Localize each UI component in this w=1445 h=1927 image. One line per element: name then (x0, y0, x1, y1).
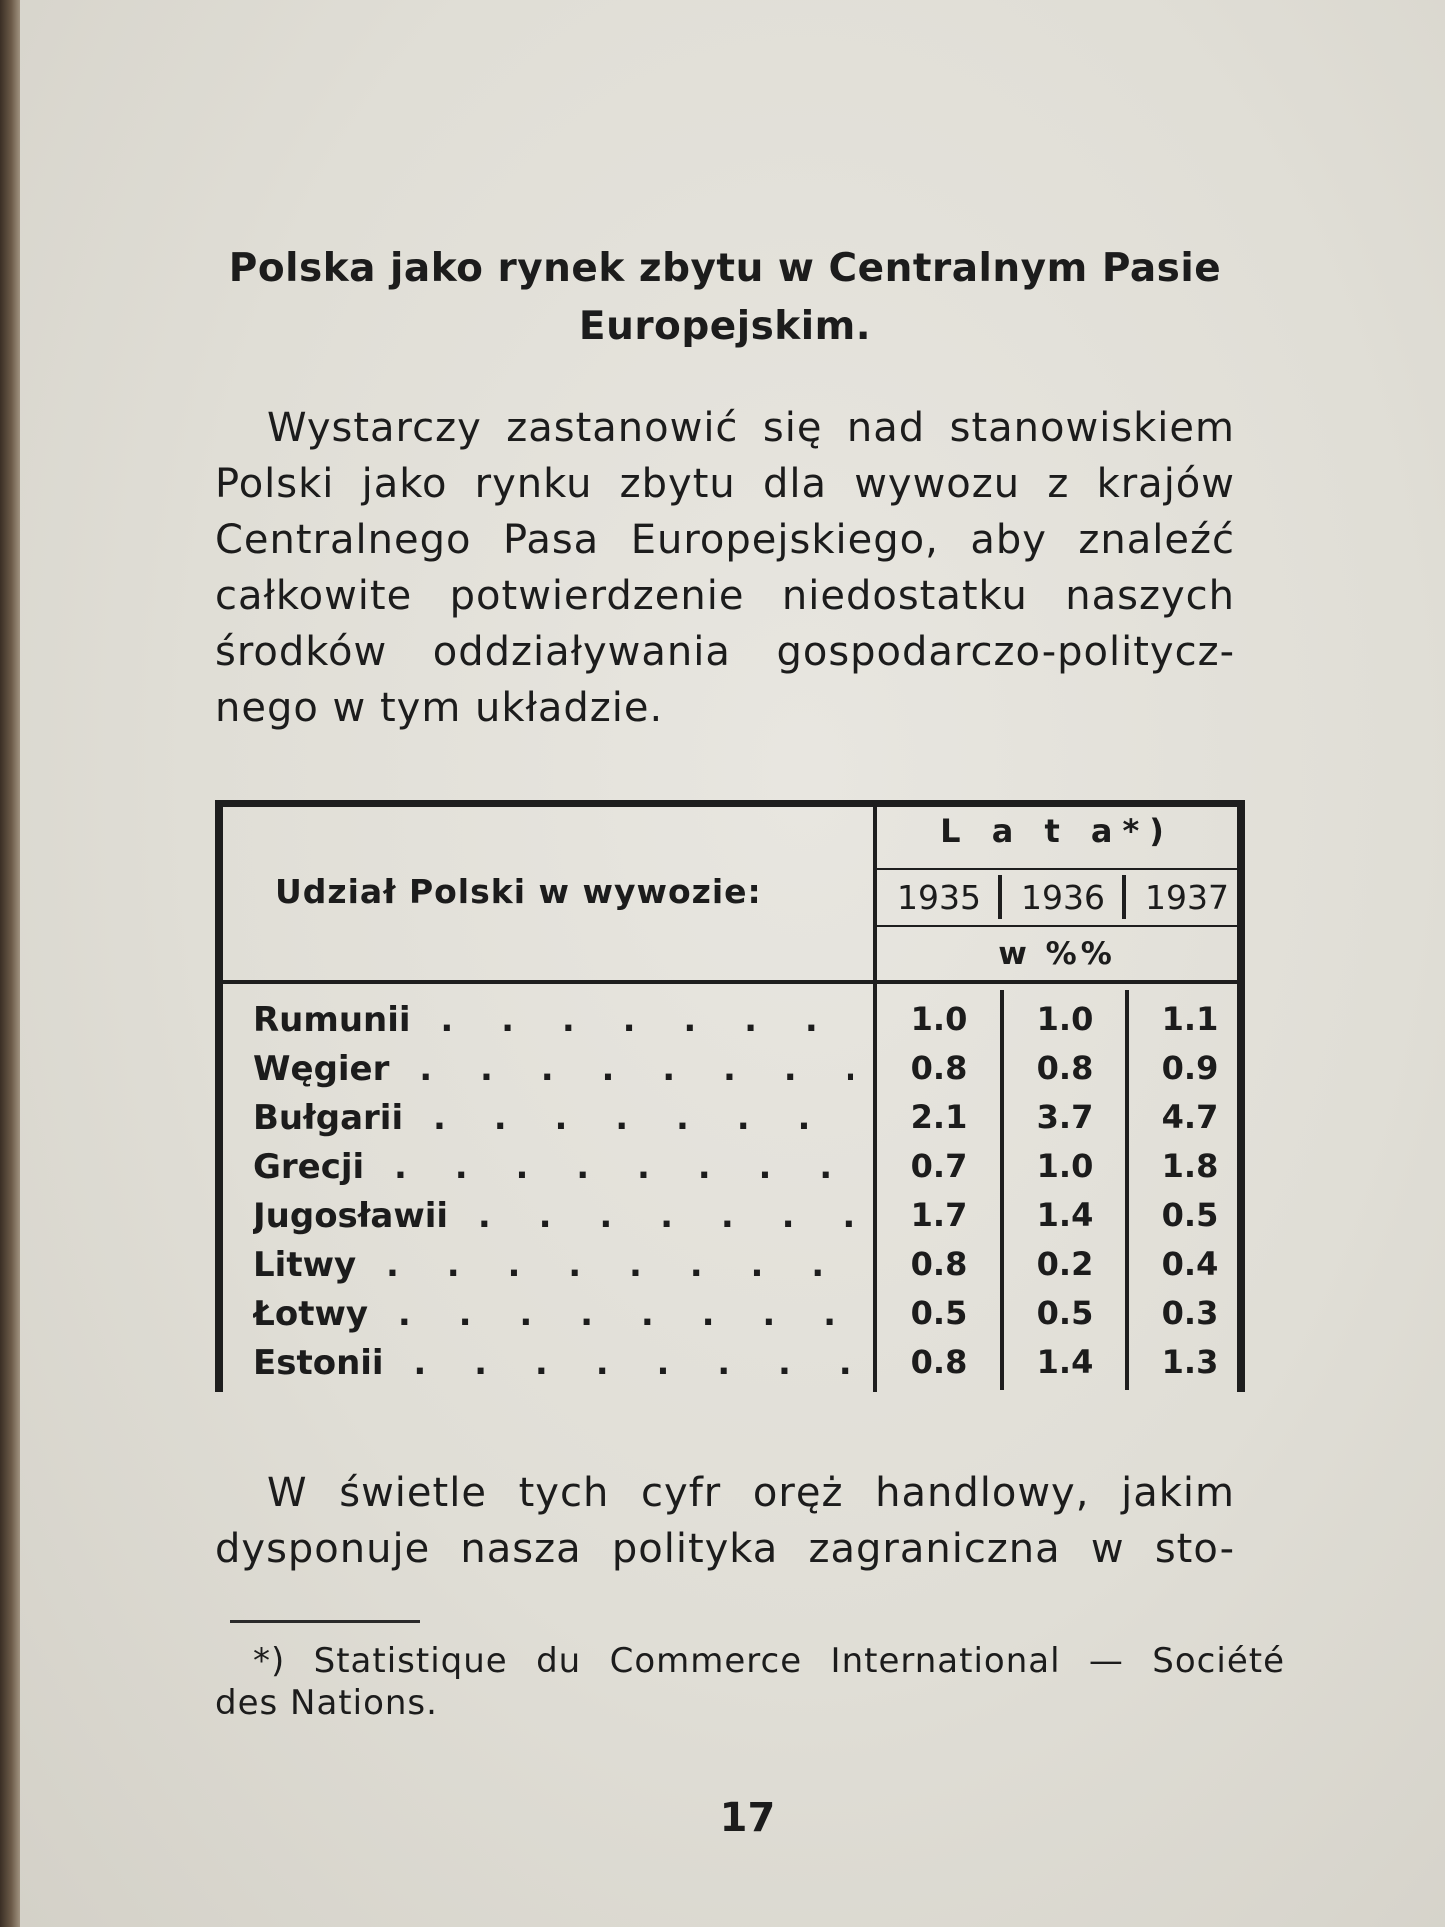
value-cell: 1.0 (1036, 1147, 1094, 1185)
paragraph-line: nego w tym układzie. (215, 685, 664, 731)
year-header-1936: 1936 (1021, 878, 1105, 917)
table-header-rule (215, 980, 1245, 984)
value-cell: 1.0 (910, 1000, 968, 1038)
value-cell: 0.4 (1161, 1245, 1219, 1283)
footnote (215, 1640, 1285, 1724)
value-cell: 4.7 (1161, 1098, 1219, 1136)
value-cell: 1.4 (1036, 1343, 1094, 1381)
country-name: Rumunii . . . (253, 1000, 853, 1040)
heading-line-1: Polska jako rynek zbytu w Centralnym Pasie (228, 246, 1222, 291)
years-header-rule (877, 868, 1237, 870)
value-cell: 1.8 (1161, 1147, 1219, 1185)
paragraph-line: dysponuje nasza polityka zagraniczna w sto- (215, 1526, 1235, 1572)
section-heading (215, 240, 1235, 356)
country-name: Grecji . . . (253, 1147, 853, 1187)
page-number: 17 (719, 1795, 776, 1841)
country-name: Bułgarii . . . (253, 1098, 853, 1138)
country-name: Litwy . . . (253, 1245, 853, 1285)
paragraph-line: środków oddziaływania gospodarczo-politycz- (215, 629, 1235, 675)
table-top-rule (215, 800, 1245, 807)
table-row (215, 1147, 1245, 1196)
value-cell: 0.5 (910, 1294, 968, 1332)
table-row (215, 1294, 1245, 1343)
table-row (215, 1196, 1245, 1245)
value-cell: 0.5 (1036, 1294, 1094, 1332)
country-name: Estonii . . . (253, 1343, 853, 1383)
value-cell: 1.7 (910, 1196, 968, 1234)
value-cell: 1.3 (1161, 1343, 1219, 1381)
value-cell: 1.4 (1036, 1196, 1094, 1234)
paragraph-line: całkowite potwierdzenie niedostatku naszych (215, 573, 1235, 619)
year-header-1935: 1935 (897, 878, 981, 917)
country-name: Jugosławii . . . (253, 1196, 853, 1236)
paragraph-line: Wystarczy zastanowić się nad stanowiskiem (267, 405, 1235, 451)
intro-paragraph (215, 400, 1235, 736)
heading-line-2: Europejskim. (578, 304, 872, 349)
country-name: Węgier . . . (253, 1049, 853, 1089)
table-row (215, 1098, 1245, 1147)
value-cell: 0.8 (910, 1049, 968, 1087)
value-cell: 0.3 (1161, 1294, 1219, 1332)
value-cell: 3.7 (1036, 1098, 1094, 1136)
value-cell: 0.8 (910, 1245, 968, 1283)
value-cell: 2.1 (910, 1098, 968, 1136)
paragraph-line: W świetle tych cyfr oręż handlowy, jakim (267, 1470, 1235, 1516)
value-cell: 1.1 (1161, 1000, 1219, 1038)
export-share-table (215, 800, 1245, 1392)
table-row (215, 1245, 1245, 1294)
table-row (215, 1049, 1245, 1098)
table-row (215, 1000, 1245, 1049)
footnote-rule (230, 1620, 420, 1623)
value-cell: 0.8 (910, 1343, 968, 1381)
value-cell: 0.7 (910, 1147, 968, 1185)
country-name: Łotwy . . . (253, 1294, 853, 1334)
year-header-1937: 1937 (1145, 878, 1229, 917)
book-page (20, 0, 1445, 1927)
value-cell: 0.9 (1161, 1049, 1219, 1087)
value-cell: 0.8 (1036, 1049, 1094, 1087)
years-header-label: L a t a*) (940, 812, 1174, 850)
footnote-line-1: *) Statistique du Commerce International — Société (253, 1641, 1285, 1681)
unit-label: w %% (998, 936, 1116, 972)
paragraph-line: Centralnego Pasa Europejskiego, aby znaleźć (215, 517, 1235, 563)
value-cell: 0.2 (1036, 1245, 1094, 1283)
value-cell: 0.5 (1161, 1196, 1219, 1234)
value-cell: 1.0 (1036, 1000, 1094, 1038)
unit-header-rule (877, 925, 1237, 927)
footnote-line-2: des Nations. (215, 1683, 438, 1723)
closing-paragraph (215, 1465, 1235, 1577)
table-row (215, 1343, 1245, 1392)
row-header-label: Udział Polski w wywozie: (275, 872, 762, 911)
paragraph-line: Polski jako rynku zbytu dla wywozu z krajów (215, 461, 1235, 507)
